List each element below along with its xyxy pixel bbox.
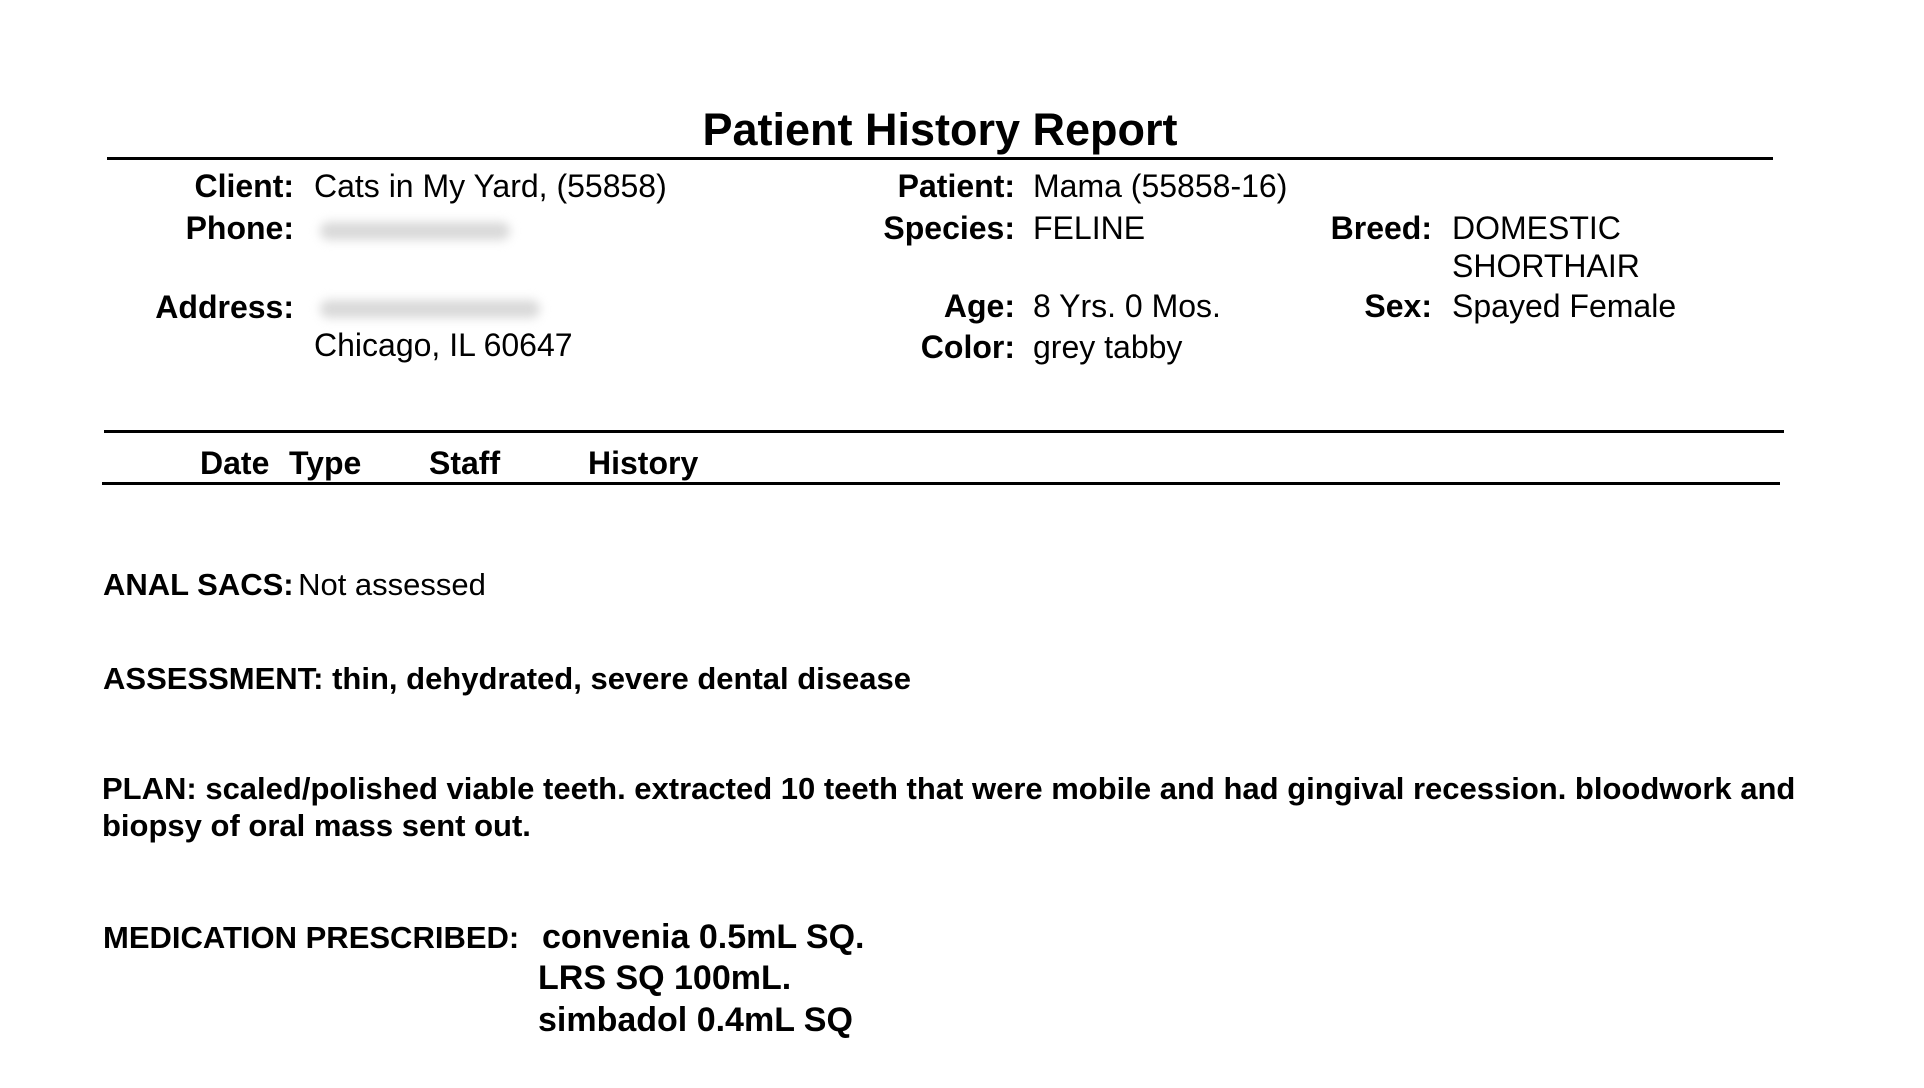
color-value: grey tabby <box>1033 329 1183 365</box>
phone-label: Phone: <box>185 210 294 246</box>
column-history: History <box>588 445 699 481</box>
medication-label: MEDICATION PRESCRIBED: <box>103 920 520 955</box>
header-bottom-rule <box>102 482 1780 485</box>
anal-sacs-entry <box>103 566 486 603</box>
report-title: Patient History Report <box>702 104 1178 155</box>
assessment-entry: ASSESSMENT: thin, dehydrated, severe dental disease <box>103 661 911 696</box>
column-staff: Staff <box>429 445 501 481</box>
plan-entry: PLAN: scaled/polished viable teeth. extracted 10 teeth that were mobile and had gingival recession. bloodwork and biopsy of oral mass sent out. <box>102 771 1796 843</box>
sex-label: Sex: <box>1364 288 1432 324</box>
species-label: Species: <box>883 210 1015 246</box>
address-label: Address: <box>155 289 294 325</box>
client-value: Cats in My Yard, (55858) <box>314 168 667 204</box>
header-top-rule <box>104 430 1784 433</box>
breed-value-line1: DOMESTIC <box>1452 210 1621 246</box>
species-value: FELINE <box>1033 210 1146 246</box>
sex-value: Spayed Female <box>1452 288 1677 324</box>
address-city: Chicago, IL 60647 <box>314 327 573 363</box>
age-value: 8 Yrs. 0 Mos. <box>1033 288 1221 324</box>
anal-sacs-label: ANAL SACS: <box>103 567 294 602</box>
title-underline <box>107 157 1773 160</box>
breed-label: Breed: <box>1330 210 1432 246</box>
client-label: Client: <box>194 168 294 204</box>
column-type: Type <box>289 445 362 481</box>
column-date: Date <box>200 445 270 481</box>
patient-label: Patient: <box>897 168 1015 204</box>
anal-sacs-value: Not assessed <box>298 567 486 602</box>
medication-item: LRS SQ 100mL. <box>538 959 792 997</box>
patient-value: Mama (55858-16) <box>1033 168 1288 204</box>
phone-redacted <box>320 222 510 240</box>
color-label: Color: <box>920 329 1015 365</box>
address-redacted <box>320 300 540 318</box>
medication-item: simbadol 0.4mL SQ <box>538 1001 853 1039</box>
breed-value-line2: SHORTHAIR <box>1452 248 1640 284</box>
age-label: Age: <box>943 288 1015 324</box>
medication-item: convenia 0.5mL SQ. <box>542 918 865 956</box>
